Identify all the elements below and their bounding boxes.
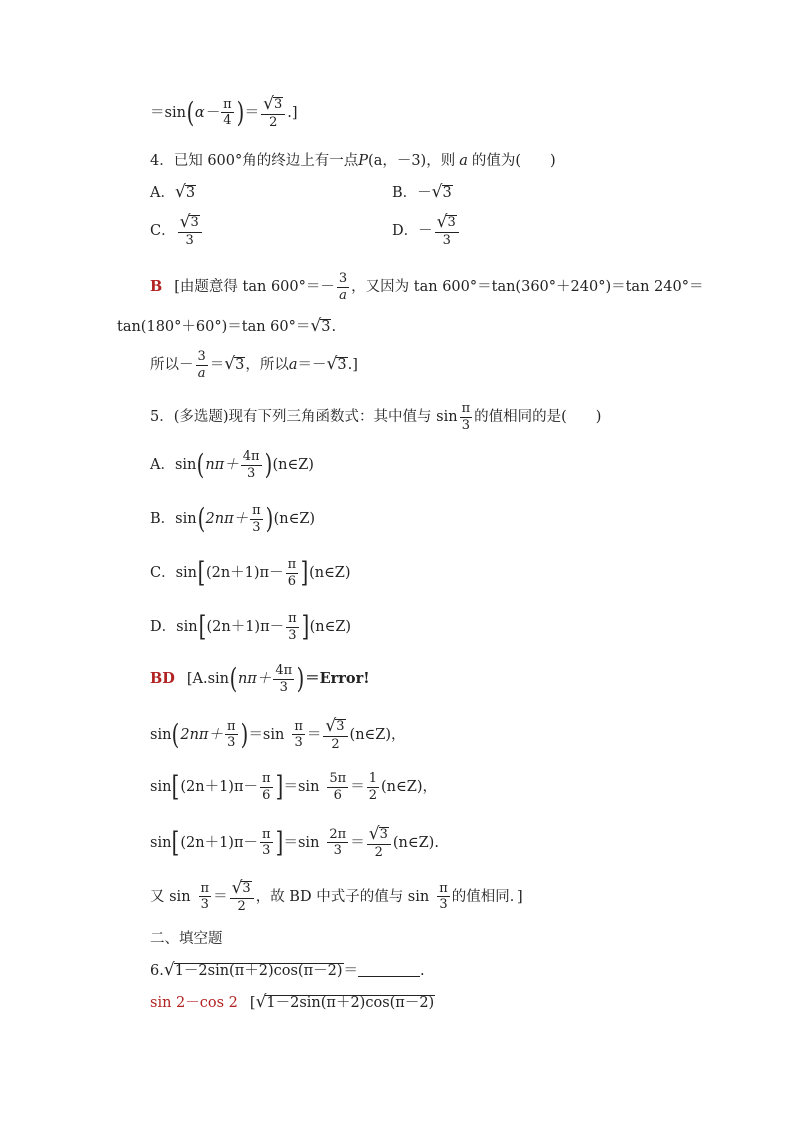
right-paren: ): [296, 662, 305, 696]
alpha-minus: α－: [194, 104, 220, 121]
q4-option-d: [392, 214, 461, 248]
minus: －: [417, 184, 432, 201]
right-paren: ): [264, 448, 272, 482]
q5-tail: 的值相同的是( ): [474, 408, 602, 425]
q5-option-d: [150, 612, 351, 642]
ans-text: [A.sin: [186, 670, 229, 687]
condition: (n∈Z): [309, 564, 351, 581]
q4-answer-line2: [117, 318, 336, 336]
var-a: a: [288, 356, 298, 373]
q6-line: [150, 962, 425, 980]
fraction: $\frac{5\pi}{6}$: [329, 771, 347, 803]
minus: －: [418, 222, 433, 239]
ans-text: 的值相同．]: [451, 888, 523, 905]
q5-answer-line1: [150, 664, 370, 694]
q4-tail: 的值为( ): [471, 153, 556, 169]
q4-option-c: [150, 214, 204, 248]
option-b-label: B．: [392, 184, 418, 201]
left-paren: (: [229, 662, 238, 696]
pi-over-4: $\frac{\pi}{4}$: [223, 96, 232, 129]
fraction: $\frac{\pi}{3}$: [262, 826, 271, 859]
right-bracket: ]: [275, 825, 283, 859]
condition: (n∈Z): [309, 618, 352, 635]
right-paren: ): [240, 717, 248, 751]
equals-sin: ＝sin: [248, 726, 285, 743]
fraction: $\frac{\pi}{3}$: [288, 611, 297, 643]
fraction: $\frac{\pi}{6}$: [262, 771, 271, 803]
coords: (a，－3): [368, 153, 427, 169]
fraction: √ 3 2: [367, 826, 391, 860]
option-label: D．sin: [150, 618, 198, 635]
q4-stem: [150, 154, 556, 169]
fraction: √ 3 2: [230, 880, 254, 914]
period: .: [420, 962, 425, 979]
fraction: $\frac{\pi}{3}$: [439, 880, 448, 913]
sin-text: sin: [150, 726, 172, 743]
sqrt-icon: √ 3: [224, 354, 245, 375]
arg: (2n＋1)π－: [206, 618, 285, 635]
left-paren: (: [197, 448, 205, 482]
fraction: $\frac{\pi}{3}$: [294, 718, 303, 751]
q5-stem: [150, 402, 601, 432]
section-title: [150, 932, 223, 947]
left-bracket: [: [198, 610, 206, 644]
fraction: $\frac{3}{a}$: [338, 271, 348, 303]
arg: 2nπ＋: [205, 510, 249, 527]
sqrt-icon: √ 1－2sin(π＋2)cos(π－2): [255, 992, 435, 1012]
q5-stem-text: 5．(多选题)现有下列三角函数式：其中值与 sin: [150, 408, 458, 425]
fraction: $\frac{\pi}{3}$: [252, 503, 261, 535]
equals: ＝: [209, 356, 225, 373]
sin-text: sin: [150, 778, 172, 795]
q4-option-b: [392, 184, 453, 202]
q5-option-c: [150, 558, 351, 588]
fraction: $\frac{2\pi}{3}$: [329, 826, 347, 859]
condition: (n∈Z): [273, 510, 316, 527]
option-label: B．sin: [150, 510, 197, 527]
ans-text: tan(180°＋60°)＝tan 60°＝: [117, 318, 311, 335]
ans-text: [由题意得 tan 600°＝－: [174, 278, 335, 295]
sqrt-icon: √ 3: [431, 182, 452, 202]
arg: (2n＋1)π－: [205, 564, 284, 581]
ans-text: 所以－: [150, 356, 194, 373]
pi-over-3: $\frac{\pi}{3}$: [461, 401, 471, 433]
equals-minus: ＝－: [297, 356, 327, 373]
option-c-label: C．: [150, 222, 176, 239]
fraction: √ 3 2: [323, 718, 347, 752]
equals: ＝: [350, 834, 365, 851]
fraction: $\frac{3}{a}$: [197, 349, 206, 381]
fraction: $\frac{\pi}{3}$: [226, 718, 236, 751]
left-bracket: [: [197, 556, 206, 590]
fraction: $\frac{4\pi}{3}$: [242, 449, 260, 481]
q4-option-a: [150, 184, 196, 202]
right-paren: ): [265, 502, 273, 536]
fraction: √ 3 3: [178, 214, 202, 248]
q5-option-b: [150, 504, 315, 534]
left-paren: (: [172, 717, 180, 751]
right-bracket: ]: [301, 610, 309, 644]
q5-answer-line2: [150, 718, 406, 752]
bracket: [: [249, 994, 256, 1011]
q5-answer-line3: [150, 772, 437, 802]
condition: (n∈Z)，: [381, 778, 437, 795]
end-bracket: .]: [347, 356, 358, 373]
sqrt-icon: √ 3: [310, 316, 331, 336]
period: .: [331, 318, 337, 335]
ans-text: ，又因为 tan 600°＝tan(360°＋240°)＝tan 240°＝: [351, 278, 704, 295]
ans-text: ，所以: [245, 356, 289, 373]
fraction: √ 3 3: [435, 214, 459, 248]
then-text: ，则: [426, 153, 456, 169]
answer-letter: B: [150, 277, 163, 295]
ans-text: 又 sin: [150, 888, 191, 905]
fraction: $\frac{\pi}{3}$: [200, 880, 210, 913]
fraction: $\frac{\pi}{6}$: [287, 557, 297, 589]
q5-answer-line4: [150, 826, 439, 860]
condition: (n∈Z)，: [349, 726, 406, 743]
end-bracket: .]: [287, 104, 298, 121]
equals: ＝: [244, 104, 260, 121]
sin-text: sin: [150, 834, 172, 851]
sqrt-icon: √ 3: [174, 182, 196, 202]
q6-number: 6.: [150, 962, 164, 979]
ans-text: ，故 BD 中式子的值与 sin: [255, 888, 430, 905]
left-paren: (: [186, 95, 195, 129]
arg: (2n＋1)π－: [180, 778, 258, 795]
option-a-label: A．: [150, 184, 175, 201]
left-bracket: [: [172, 825, 180, 859]
sqrt-icon: √ 1－2sin(π＋2)cos(π－2): [163, 960, 343, 980]
fraction: $\frac{4\pi}{3}$: [275, 663, 293, 695]
option-label: C．sin: [150, 564, 198, 581]
var-a: a: [459, 153, 468, 169]
fraction: $\frac{1}{2}$: [368, 771, 378, 803]
error-text: ＝Error!: [305, 669, 370, 687]
condition: (n∈Z): [272, 456, 314, 473]
q6-answer-line: [150, 994, 435, 1012]
point-p: P: [358, 153, 369, 169]
arg: nπ＋: [237, 670, 272, 687]
q5-option-a: [150, 450, 314, 480]
arg: (2n＋1)π－: [180, 834, 258, 851]
equals-sin: ＝sin: [283, 778, 320, 795]
q4-answer-line1: [150, 272, 703, 302]
left-paren: (: [197, 502, 205, 536]
answer-text: sin 2－cos 2: [150, 994, 238, 1011]
sqrt-icon: √ 3: [326, 354, 347, 375]
option-d-label: D．: [392, 222, 419, 239]
answer-letter: BD: [150, 669, 175, 687]
equals: ＝: [343, 962, 358, 979]
sqrt3-over-2: √ 3 2: [261, 96, 285, 130]
section-title-text: 二、填空题: [150, 931, 223, 947]
condition: (n∈Z).: [392, 834, 439, 851]
q5-answer-line5: [150, 880, 523, 914]
right-bracket: ]: [300, 556, 309, 590]
option-label: A．sin: [150, 456, 197, 473]
q4-answer-line3: [150, 350, 358, 380]
q4-stem-text: 4．已知 600°角的终边上有一点: [150, 153, 359, 169]
arg: 2nπ＋: [180, 726, 223, 743]
equals: ＝: [213, 888, 228, 905]
q3-tail-line: [150, 96, 298, 130]
answer-blank[interactable]: [358, 964, 420, 977]
left-bracket: [: [172, 770, 180, 804]
sin-text: ＝sin: [150, 104, 186, 121]
equals: ＝: [306, 726, 322, 743]
arg: nπ＋: [205, 456, 239, 473]
right-paren: ): [236, 95, 244, 129]
equals-sin: ＝sin: [283, 834, 320, 851]
equals: ＝: [350, 778, 365, 795]
right-bracket: ]: [275, 770, 283, 804]
